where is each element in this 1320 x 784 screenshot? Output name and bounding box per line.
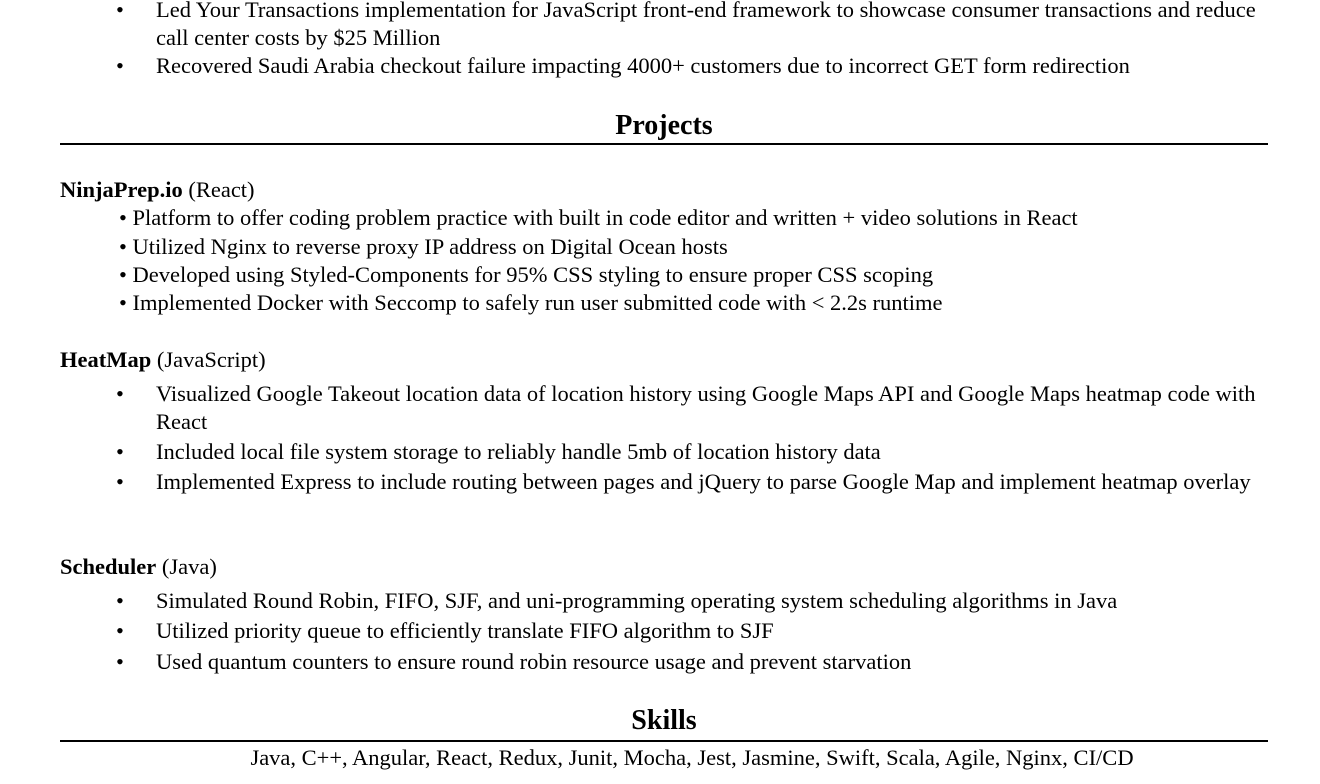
project-bullet-text: Utilized priority queue to efficiently translate FIFO algorithm to SJF [156, 618, 774, 643]
project-bullet-text: Visualized Google Takeout location data of location history using Google Maps API and Google Maps heatmap code with React [156, 381, 1256, 434]
project-heading-scheduler [60, 553, 217, 581]
project-tech: (Java) [161, 554, 217, 579]
project-name: NinjaPrep.io [60, 177, 183, 202]
bullet-icon: • [116, 0, 124, 22]
project-bullet-item: • Developed using Styled-Components for 95% CSS styling to ensure proper CSS scoping [119, 262, 934, 287]
project-bullet-text: Used quantum counters to ensure round robin resource usage and prevent starvation [156, 649, 912, 674]
project-tech: (React) [188, 177, 255, 202]
bullet-icon: • [116, 618, 124, 643]
project-name: Scheduler [60, 554, 157, 579]
project-bullet-text: Included local file system storage to reliably handle 5mb of location history data [156, 439, 881, 464]
project-name: HeatMap [60, 347, 152, 372]
project-bullet-text: Implemented Express to include routing between pages and jQuery to parse Google Map and implement heatmap overlay [156, 469, 1251, 494]
project-heading-ninjaprep [60, 176, 255, 204]
bullet-icon: • [116, 649, 124, 674]
project-bullet-item: • Implemented Docker with Seccomp to safely run user submitted code with < 2.2s runtime [119, 290, 943, 315]
project-heading-heatmap [60, 346, 266, 374]
bullet-icon: • [116, 439, 124, 464]
skills-divider [60, 740, 1268, 742]
bullet-icon: • [116, 381, 124, 406]
bullet-icon: • [116, 53, 124, 78]
experience-bullet-text: Recovered Saudi Arabia checkout failure impacting 4000+ customers due to incorrect GET form redirection [156, 53, 1130, 78]
project-bullet-item: • Platform to offer coding problem practice with built in code editor and written + video solutions in React [119, 205, 1078, 230]
project-bullet-text: Simulated Round Robin, FIFO, SJF, and uni-programming operating system scheduling algorithms in Java [156, 588, 1118, 613]
bullet-icon: • [116, 588, 124, 613]
experience-bullet-text: Led Your Transactions implementation for JavaScript front-end framework to showcase consumer transactions and reduce call center costs by $25 Million [156, 0, 1256, 50]
bullet-icon: • [116, 469, 124, 494]
skills-list: Java, C++, Angular, React, Redux, Junit, Mocha, Jest, Jasmine, Swift, Scala, Agile, Nginx, CI/CD [250, 745, 1134, 770]
skills-section-title: Skills [631, 705, 697, 736]
projects-section-title: Projects [615, 110, 713, 141]
project-bullet-item: • Utilized Nginx to reverse proxy IP address on Digital Ocean hosts [119, 234, 728, 259]
projects-divider [60, 143, 1268, 145]
project-tech: (JavaScript) [156, 347, 266, 372]
